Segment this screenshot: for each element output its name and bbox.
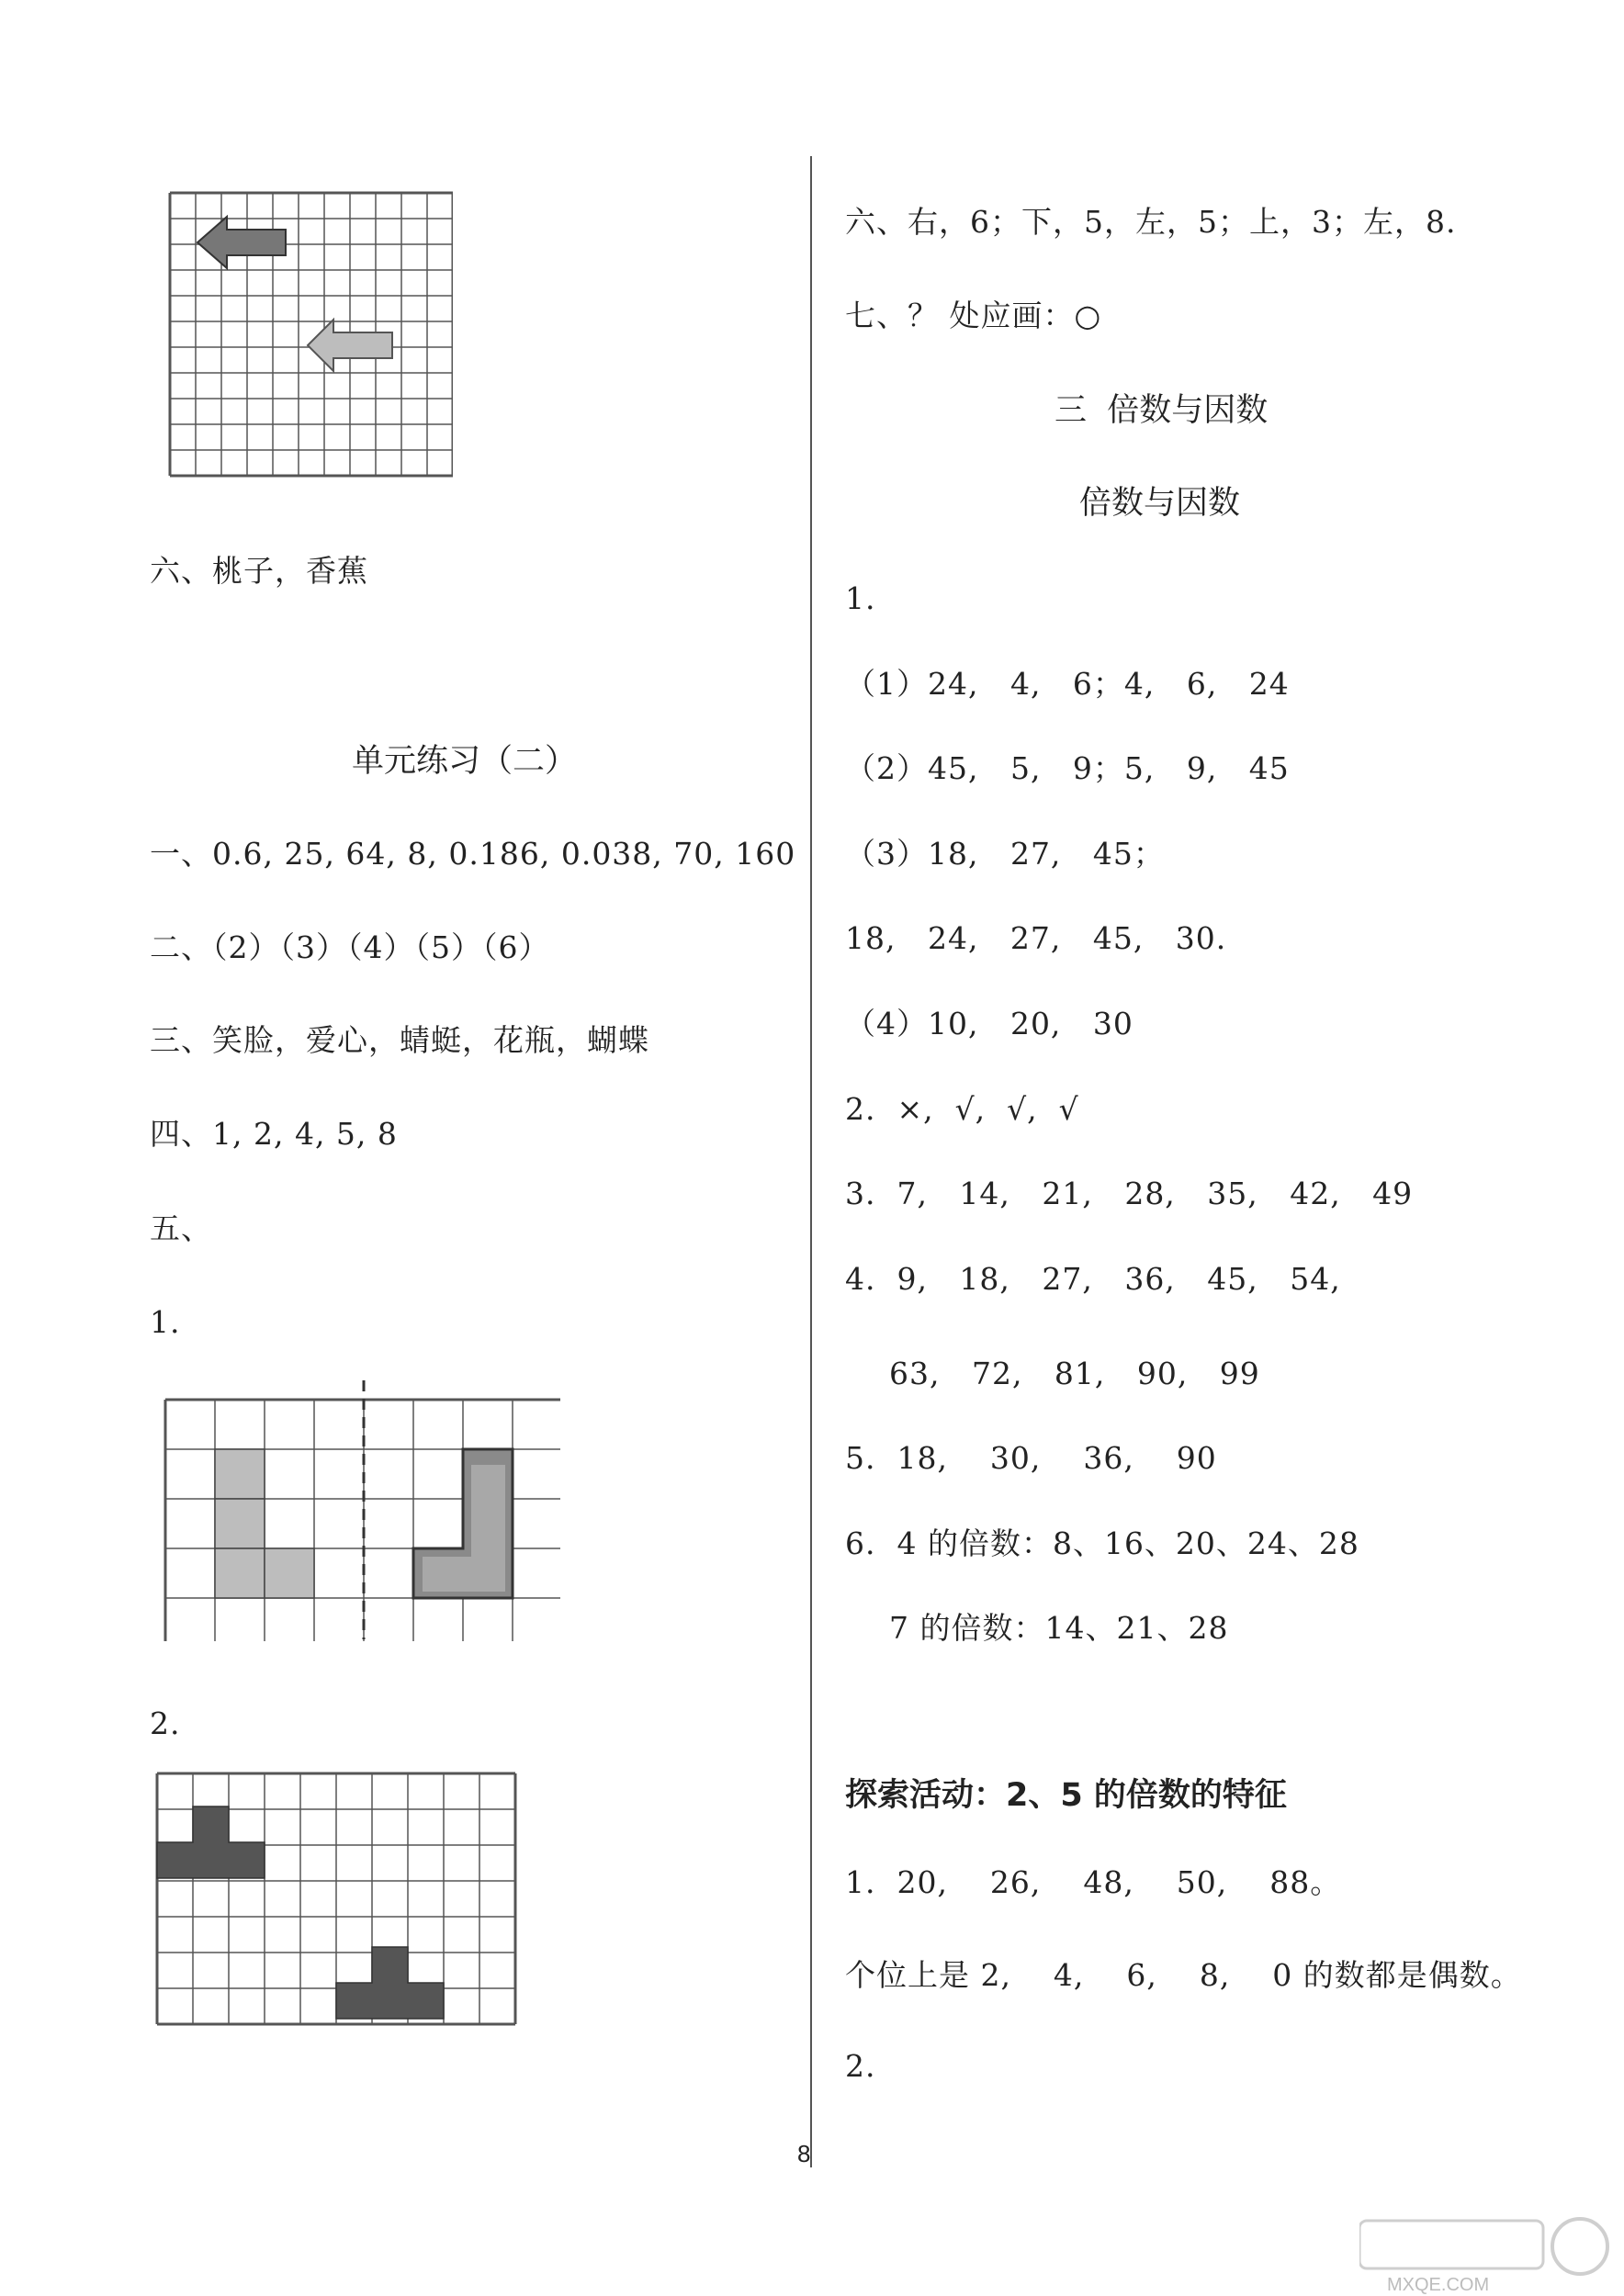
left-answer-6: 六、桃子，香蕉 bbox=[150, 553, 368, 589]
r-a1-1: （1）24, 4, 6；4, 6, 24 bbox=[845, 666, 1290, 702]
r-e2: 2. bbox=[845, 2048, 876, 2084]
symmetry-grid-figure bbox=[164, 1373, 560, 1641]
r-e1b: 个位上是 2, 4, 6, 8, 0 的数都是偶数。 bbox=[845, 1957, 1522, 1993]
chapter-title: 三 倍数与因数 bbox=[1054, 392, 1269, 429]
r-e1: 1. 20, 26, 48, 50, 88。 bbox=[845, 1864, 1342, 1900]
translation-grid-figure bbox=[154, 1771, 522, 2044]
watermark-text: MXQE.COM bbox=[1387, 2275, 1490, 2295]
left-answer-2: 二、（2）（3）（4）（5）（6） bbox=[150, 929, 550, 965]
section-title: 倍数与因数 bbox=[1079, 485, 1241, 522]
r-a4: 4. 9, 18, 27, 36, 45, 54, bbox=[845, 1261, 1341, 1297]
explore-title: 探索活动：2、5 的倍数的特征 bbox=[845, 1777, 1287, 1814]
t-shape-lower bbox=[336, 1947, 444, 2019]
left-answer-5: 五、 bbox=[150, 1210, 212, 1246]
left-q2-label: 2. bbox=[150, 1705, 181, 1741]
r-a3: 3. 7, 14, 21, 28, 35, 42, 49 bbox=[845, 1176, 1414, 1211]
unit-title: 单元练习（二） bbox=[352, 743, 578, 780]
r-a6: 6. 4 的倍数：8、16、20、24、28 bbox=[845, 1525, 1359, 1561]
left-answer-4: 四、1, 2, 4, 5, 8 bbox=[150, 1116, 398, 1152]
left-l-shape bbox=[215, 1449, 265, 1499]
page-number: 8 bbox=[797, 2140, 811, 2167]
t-shape-upper bbox=[154, 1771, 229, 1806]
left-answer-1: 一、0.6, 25, 64, 8, 0.186, 0.038, 70, 160 bbox=[150, 836, 796, 872]
left-q1-label: 1. bbox=[150, 1304, 181, 1340]
r-q1: 1. bbox=[845, 580, 876, 616]
right-answer-6: 六、右，6；下，5，左，5；上，3；左，8. bbox=[845, 204, 1457, 240]
grid-arrows-figure bbox=[168, 191, 453, 483]
r-a1-3: （3）18, 27, 45； bbox=[845, 836, 1165, 872]
watermark-logo bbox=[1359, 2213, 1617, 2296]
right-answer-7: 七、？ 处应画：○ bbox=[845, 298, 1102, 333]
r-a2: 2. ×, √, √, √ bbox=[845, 1091, 1079, 1127]
left-answer-3: 三、笑脸，爱心，蜻蜓，花瓶，蝴蝶 bbox=[150, 1022, 649, 1058]
r-a4b: 63, 72, 81, 90, 99 bbox=[889, 1356, 1260, 1391]
r-a1-2: （2）45, 5, 9；5, 9, 45 bbox=[845, 750, 1290, 786]
r-a1-3b: 18, 24, 27, 45, 30. bbox=[845, 920, 1227, 956]
r-a1-4: （4）10, 20, 30 bbox=[845, 1006, 1133, 1041]
r-a6b: 7 的倍数：14、21、28 bbox=[889, 1610, 1229, 1646]
column-divider bbox=[810, 156, 812, 2167]
r-a5: 5. 18, 30, 36, 90 bbox=[845, 1440, 1217, 1476]
